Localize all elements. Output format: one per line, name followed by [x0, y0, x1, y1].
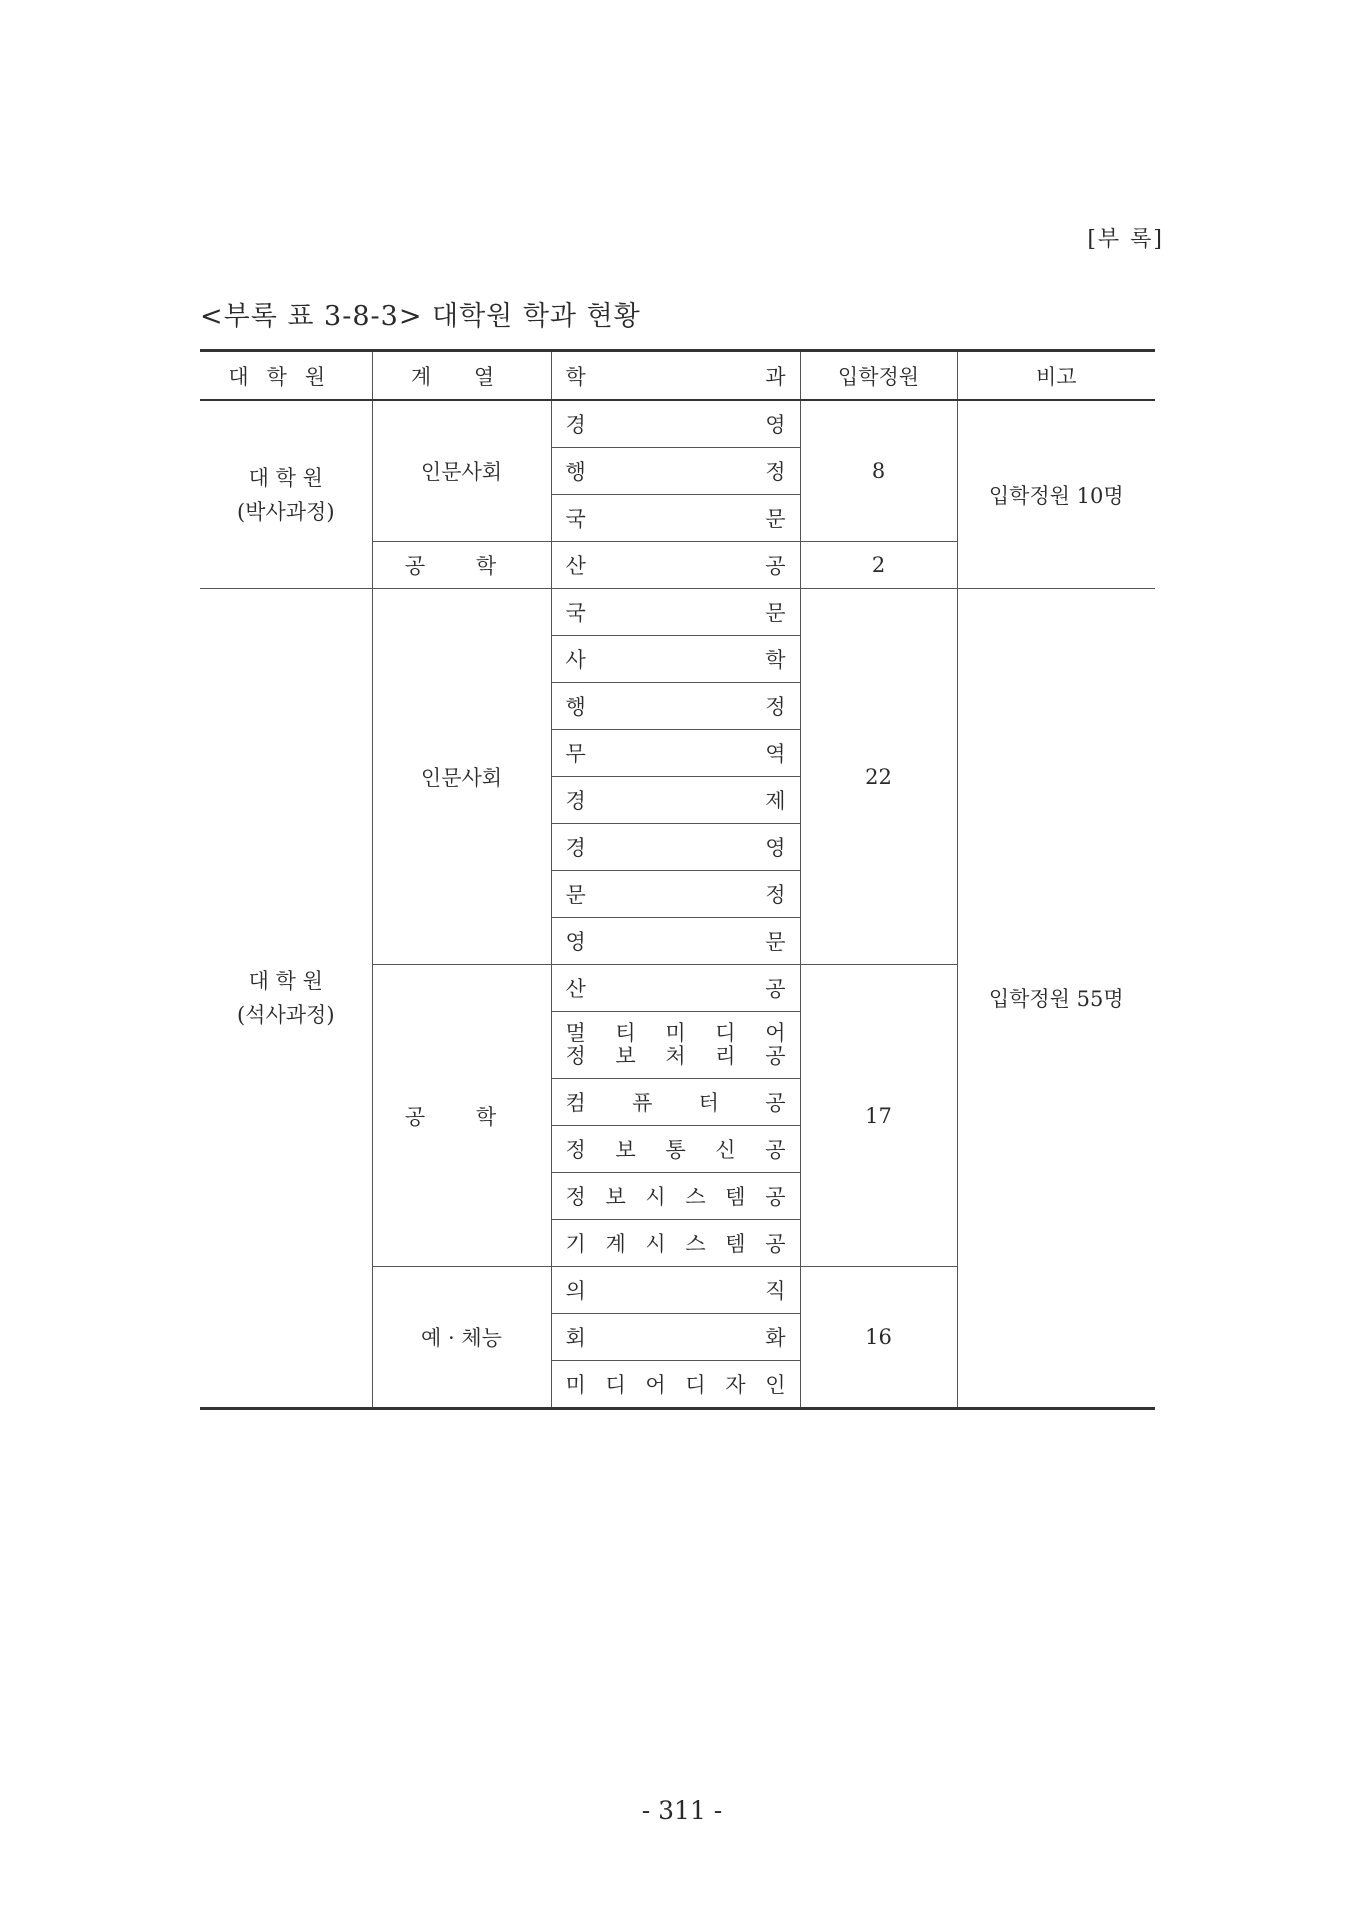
header-school: 대학원: [200, 351, 372, 401]
series-cell: 공 학: [372, 542, 551, 589]
department-cell: 정 보 통 신 공: [551, 1126, 800, 1173]
series-cell: 예 · 체능: [372, 1267, 551, 1409]
school-cell-doctoral: 대 학 원 (박사과정): [200, 400, 372, 589]
department-cell: 기 계 시 스 템 공: [551, 1220, 800, 1267]
header-series: 계 열: [372, 351, 551, 401]
quota-cell: 22: [800, 589, 957, 965]
department-cell: 산 공: [551, 542, 800, 589]
table-title: <부록 표 3-8-3> 대학원 학과 현황: [200, 301, 641, 332]
series-cell: 인문사회: [372, 400, 551, 542]
header-department: 학 과: [551, 351, 800, 401]
series-cell: 인문사회: [372, 589, 551, 965]
graduate-department-table: [200, 349, 1155, 1410]
department-cell: 행 정: [551, 683, 800, 730]
department-cell: 멀 티 미 디 어 정 보 처 리 공: [551, 1012, 800, 1079]
header-note: 비고: [957, 351, 1155, 401]
department-cell: 국 문: [551, 589, 800, 636]
quota-cell: 17: [800, 965, 957, 1267]
department-cell: 의 직: [551, 1267, 800, 1314]
department-cell: 정 보 시 스 템 공: [551, 1173, 800, 1220]
appendix-header-mark: [부 록]: [1087, 227, 1164, 252]
department-cell: 문 정: [551, 871, 800, 918]
department-cell: 무 역: [551, 730, 800, 777]
department-cell: 컴 퓨 터 공: [551, 1079, 800, 1126]
school-cell-masters: 대 학 원 (석사과정): [200, 589, 372, 1409]
department-cell: 경 영: [551, 400, 800, 448]
table-row: [200, 589, 1155, 636]
department-cell: 국 문: [551, 495, 800, 542]
department-cell: 경 제: [551, 777, 800, 824]
department-cell: 행 정: [551, 448, 800, 495]
department-cell: 경 영: [551, 824, 800, 871]
page-number: - 311 -: [641, 1796, 723, 1825]
department-cell: 사 학: [551, 636, 800, 683]
note-cell-masters: 입학정원 55명: [957, 589, 1155, 1409]
table-header-row: [200, 351, 1155, 401]
quota-cell: 8: [800, 400, 957, 542]
series-cell: 공 학: [372, 965, 551, 1267]
header-quota: 입학정원: [800, 351, 957, 401]
department-cell: 영 문: [551, 918, 800, 965]
table-row: [200, 400, 1155, 448]
department-cell: 미 디 어 디 자 인: [551, 1361, 800, 1409]
department-cell: 산 공: [551, 965, 800, 1012]
quota-cell: 16: [800, 1267, 957, 1409]
department-cell: 회 화: [551, 1314, 800, 1361]
note-cell-doctoral: 입학정원 10명: [957, 400, 1155, 589]
quota-cell: 2: [800, 542, 957, 589]
